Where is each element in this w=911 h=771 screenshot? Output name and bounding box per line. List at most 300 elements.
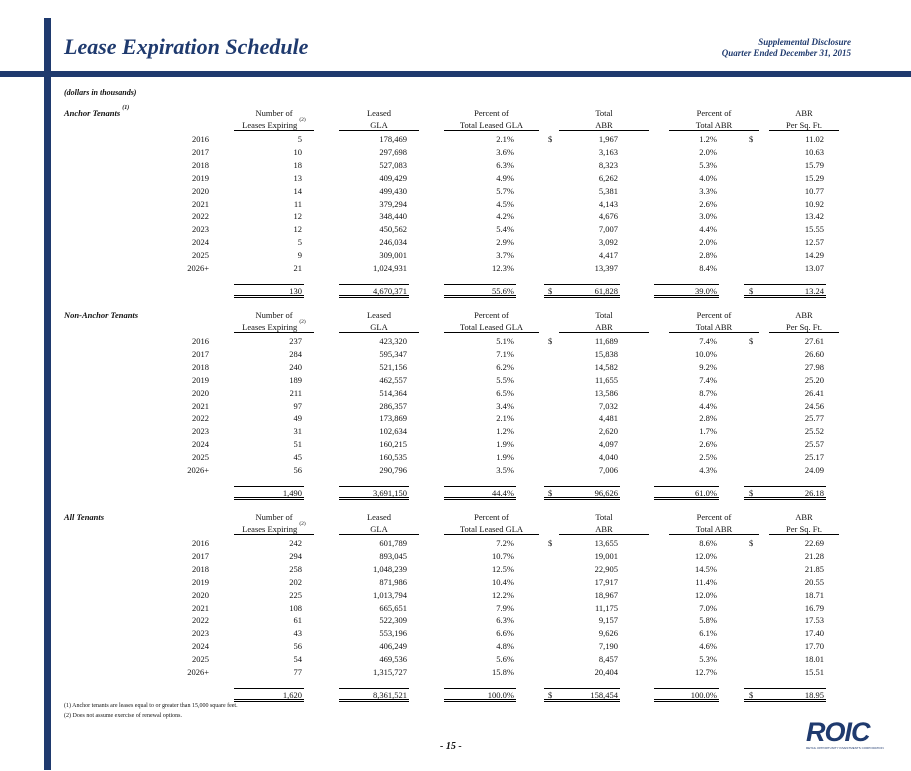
row-value: 61	[293, 615, 302, 626]
row-value: 10.92	[804, 198, 824, 209]
section-label-text: Anchor Tenants	[64, 108, 121, 118]
row-value: 13,655	[594, 538, 618, 548]
row-year: 2022	[192, 615, 209, 626]
column-header-top: ABR	[795, 310, 813, 320]
row-value: 21.85	[804, 563, 824, 574]
row-value: 13,586	[594, 387, 618, 398]
row-value: 5.8%	[699, 615, 717, 626]
row-year: 2022	[192, 211, 209, 222]
column-header-bottom-text: Total Leased GLA	[459, 524, 524, 534]
column-header-bottom-text: Total Leased GLA	[459, 120, 524, 130]
table-row	[64, 667, 844, 679]
row-year: 2018	[192, 159, 209, 170]
column-header-top: Number of	[255, 310, 293, 320]
column-header-bottom	[339, 524, 419, 535]
row-value: 1.9%	[496, 439, 514, 450]
table-row	[64, 211, 844, 223]
table-row	[64, 439, 844, 451]
row-value: 25.57	[804, 439, 824, 450]
column-header-top: Leased	[366, 108, 392, 118]
column-header-top: Total	[595, 108, 613, 118]
total-rule	[444, 486, 516, 487]
row-value: 1.7%	[699, 426, 717, 437]
row-value: 26.60	[804, 348, 824, 359]
total-rule	[544, 284, 620, 285]
section-label-text: Non-Anchor Tenants	[64, 310, 139, 320]
row-value: 211	[289, 387, 302, 398]
row-value: 514,364	[379, 387, 407, 398]
row-value: 108	[289, 602, 302, 613]
row-value: 2,620	[598, 426, 618, 437]
section-label	[64, 512, 104, 522]
column-header-bottom-text: Total ABR	[695, 120, 733, 130]
column-header-top: Number of	[255, 108, 293, 118]
column-header-bottom	[234, 319, 314, 333]
row-value: 6.1%	[699, 628, 717, 639]
row-value: 2.9%	[496, 237, 514, 248]
table-row	[64, 173, 844, 185]
row-value: 2.0%	[699, 237, 717, 248]
row-value: 43	[293, 628, 302, 639]
row-value: 5.1%	[496, 336, 514, 346]
roic-logo	[806, 717, 884, 756]
row-value: 4.3%	[699, 465, 717, 475]
supplemental-label: Supplemental Disclosure	[758, 37, 851, 47]
row-year: 2025	[192, 250, 209, 261]
total-value: 130	[289, 285, 302, 296]
row-value: 3.7%	[496, 250, 514, 261]
row-value: 4.0%	[699, 172, 717, 183]
row-year: 2017	[192, 146, 209, 157]
row-value: 24.09	[804, 465, 824, 475]
row-value: 3.5%	[496, 465, 514, 475]
row-value: 51	[293, 439, 302, 450]
row-value: 25.17	[804, 452, 824, 463]
column-header-bottom-text: Leases Expiring	[242, 120, 298, 130]
row-value: 16.79	[804, 602, 824, 613]
row-value: 24.56	[804, 400, 824, 411]
row-value: 469,536	[379, 654, 407, 665]
footnote-2: (2) Does not assume exercise of renewal options.	[64, 713, 182, 719]
column-header-bottom	[234, 521, 314, 535]
column-header-bottom	[669, 120, 759, 131]
row-value: 7.4%	[699, 374, 717, 385]
row-value: 12	[293, 211, 302, 222]
table-row	[64, 160, 844, 172]
table-row	[64, 349, 844, 361]
row-value: 56	[293, 641, 302, 652]
row-value: 22.69	[804, 538, 824, 548]
row-year: 2021	[192, 198, 209, 209]
row-value: 871,986	[379, 576, 407, 587]
row-value: 7.4%	[699, 336, 717, 346]
total-rule	[339, 284, 409, 285]
row-value: 5.5%	[496, 374, 514, 385]
column-header-bottom-text: Leases Expiring	[242, 524, 298, 534]
row-value: 15.51	[804, 667, 824, 677]
row-value: 2.8%	[699, 413, 717, 424]
row-value: 8.7%	[699, 387, 717, 398]
row-value: 4,676	[598, 211, 618, 222]
total-value: 100.0%	[487, 689, 514, 700]
total-value: 8,361,521	[373, 689, 407, 700]
row-value: 7.1%	[496, 348, 514, 359]
row-value: 12.5%	[492, 563, 514, 574]
row-year: 2016	[192, 134, 209, 144]
row-value: 10.7%	[492, 550, 514, 561]
row-value: 13.42	[804, 211, 824, 222]
row-value: 5.4%	[496, 224, 514, 235]
row-year: 2016	[192, 538, 209, 548]
row-year: 2016	[192, 336, 209, 346]
row-value: 3.3%	[699, 185, 717, 196]
row-value: 4,097	[598, 439, 618, 450]
row-year: 2020	[192, 589, 209, 600]
row-value: 258	[289, 563, 302, 574]
row-value: 409,429	[379, 172, 407, 183]
column-header-top: Percent of	[696, 310, 732, 320]
row-value: 9.2%	[699, 361, 717, 372]
table-row	[64, 199, 844, 211]
column-header-top: ABR	[795, 108, 813, 118]
column-header-top: Leased	[366, 512, 392, 522]
row-value: 2.8%	[699, 250, 717, 261]
row-value: 26.41	[804, 387, 824, 398]
column-header-top: Percent of	[696, 512, 732, 522]
row-value: 4.8%	[496, 641, 514, 652]
row-value: 2.1%	[496, 134, 514, 144]
total-rule	[744, 486, 826, 487]
dollar-sign: $	[548, 689, 553, 700]
total-rule	[339, 688, 409, 689]
column-header-bottom-text: Leases Expiring	[242, 322, 298, 332]
row-year: 2023	[192, 426, 209, 437]
row-value: 102,634	[379, 426, 407, 437]
row-value: 27.61	[804, 336, 824, 346]
row-value: 893,045	[379, 550, 407, 561]
row-value: 25.20	[804, 374, 824, 385]
column-header-bottom-text: Total Leased GLA	[459, 322, 524, 332]
total-value: 1,620	[282, 689, 302, 700]
total-value: 13.24	[804, 285, 824, 296]
column-header-footnote: (2)	[299, 319, 306, 325]
row-value: 12	[293, 224, 302, 235]
row-value: 5.3%	[699, 159, 717, 170]
row-value: 8.6%	[699, 538, 717, 548]
row-value: 12.3%	[492, 263, 514, 273]
total-rule	[234, 486, 304, 487]
column-header-top: Total	[595, 310, 613, 320]
footnote-1: (1) Anchor tenants are leases equal to or greater than 15,000 square feet.	[64, 703, 238, 709]
row-value: 14,582	[594, 361, 618, 372]
row-value: 49	[293, 413, 302, 424]
total-value: 61,828	[594, 285, 618, 296]
total-value: 18.95	[804, 689, 824, 700]
row-value: 286,357	[379, 400, 407, 411]
table-row	[64, 641, 844, 653]
row-value: 45	[293, 452, 302, 463]
total-rule	[654, 284, 719, 285]
section-label	[64, 105, 130, 118]
logo-text: ROIC	[806, 717, 870, 747]
header-rule	[0, 71, 911, 77]
table-row	[64, 336, 844, 348]
row-value: 2.1%	[496, 413, 514, 424]
column-header-bottom-text: ABR	[595, 322, 613, 332]
row-year: 2022	[192, 413, 209, 424]
row-value: 27.98	[804, 361, 824, 372]
table-row	[64, 388, 844, 400]
column-header-top: ABR	[795, 512, 813, 522]
row-value: 462,557	[379, 374, 407, 385]
row-value: 6.3%	[496, 159, 514, 170]
row-value: 3,163	[598, 146, 618, 157]
total-value: 44.4%	[492, 487, 514, 498]
dollar-sign: $	[749, 336, 754, 346]
row-year: 2023	[192, 628, 209, 639]
row-value: 406,249	[379, 641, 407, 652]
row-year: 2026+	[187, 263, 209, 273]
table-row	[64, 628, 844, 640]
table-row	[64, 224, 844, 236]
row-value: 11.4%	[695, 576, 717, 587]
dollar-sign: $	[749, 134, 754, 144]
table-row	[64, 577, 844, 589]
dollar-sign: $	[548, 134, 553, 144]
row-value: 5,381	[598, 185, 618, 196]
total-value: 158,454	[590, 689, 618, 700]
column-header-bottom	[444, 120, 539, 131]
row-value: 15.79	[804, 159, 824, 170]
total-value: 61.0%	[695, 487, 717, 498]
row-value: 17.70	[804, 641, 824, 652]
row-value: 15,838	[594, 348, 618, 359]
row-year: 2021	[192, 602, 209, 613]
row-value: 5	[297, 134, 302, 144]
row-value: 9	[297, 250, 302, 261]
table-row	[64, 375, 844, 387]
total-value: 26.18	[804, 487, 824, 498]
row-value: 189	[289, 374, 302, 385]
row-value: 4,417	[598, 250, 618, 261]
lease-section	[64, 512, 844, 707]
row-value: 14.5%	[695, 563, 717, 574]
row-value: 595,347	[379, 348, 407, 359]
row-value: 423,320	[379, 336, 407, 346]
row-value: 12.57	[804, 237, 824, 248]
column-header-bottom	[669, 322, 759, 333]
total-rule	[744, 688, 826, 689]
table-row	[64, 615, 844, 627]
column-header-bottom-text: Per Sq. Ft.	[786, 524, 822, 534]
row-value: 242	[289, 538, 302, 548]
row-value: 240	[289, 361, 302, 372]
column-header-top: Percent of	[474, 512, 509, 522]
row-value: 2.6%	[699, 439, 717, 450]
row-year: 2019	[192, 172, 209, 183]
column-header-bottom	[234, 117, 314, 131]
row-value: 18	[293, 159, 302, 170]
total-rule	[654, 486, 719, 487]
total-value: 1,490	[282, 487, 302, 498]
row-value: 1,048,239	[373, 563, 407, 574]
page-number: - 15 -	[440, 741, 462, 752]
row-value: 11,689	[594, 336, 618, 346]
dollar-sign: $	[749, 689, 754, 700]
row-value: 3.4%	[496, 400, 514, 411]
row-value: 21.28	[804, 550, 824, 561]
row-value: 4,143	[598, 198, 618, 209]
column-header-bottom-text: GLA	[370, 524, 388, 534]
table-row	[64, 186, 844, 198]
dollar-sign: $	[548, 487, 553, 498]
total-row	[64, 690, 844, 702]
row-value: 6.5%	[496, 387, 514, 398]
row-value: 19,001	[594, 550, 618, 561]
row-value: 17.40	[804, 628, 824, 639]
row-value: 284	[289, 348, 302, 359]
row-value: 54	[293, 654, 302, 665]
row-value: 450,562	[379, 224, 407, 235]
row-value: 7.0%	[699, 602, 717, 613]
column-header-bottom	[444, 322, 539, 333]
row-value: 4.4%	[699, 224, 717, 235]
column-header-bottom-text: ABR	[595, 524, 613, 534]
row-value: 309,001	[379, 250, 407, 261]
units-note: (dollars in thousands)	[64, 88, 137, 97]
row-value: 15.55	[804, 224, 824, 235]
total-rule	[234, 284, 304, 285]
column-header-top: Leased	[366, 310, 392, 320]
row-value: 7,190	[598, 641, 618, 652]
column-header-footnote: (2)	[299, 117, 306, 123]
row-value: 7.9%	[496, 602, 514, 613]
column-header-bottom	[559, 322, 649, 333]
dollar-sign: $	[548, 285, 553, 296]
table-row	[64, 401, 844, 413]
row-year: 2026+	[187, 667, 209, 677]
row-value: 4.5%	[496, 198, 514, 209]
row-year: 2025	[192, 452, 209, 463]
row-value: 22,905	[594, 563, 618, 574]
row-value: 12.7%	[695, 667, 717, 677]
column-header-top: Percent of	[474, 108, 509, 118]
column-header-bottom-text: Total ABR	[695, 322, 733, 332]
row-value: 527,083	[379, 159, 407, 170]
row-value: 13,397	[594, 263, 618, 273]
table-row	[64, 465, 844, 477]
table-row	[64, 362, 844, 374]
column-header-footnote: (2)	[299, 521, 306, 527]
row-value: 499,430	[379, 185, 407, 196]
row-value: 521,156	[379, 361, 407, 372]
row-value: 2.6%	[699, 198, 717, 209]
row-year: 2020	[192, 185, 209, 196]
row-value: 4.6%	[699, 641, 717, 652]
row-value: 294	[289, 550, 302, 561]
total-rule	[744, 284, 826, 285]
row-year: 2018	[192, 563, 209, 574]
column-header-bottom-text: Total ABR	[695, 524, 733, 534]
row-value: 160,215	[379, 439, 407, 450]
column-header-top: Number of	[255, 512, 293, 522]
total-row	[64, 488, 844, 500]
row-value: 2.5%	[699, 452, 717, 463]
row-value: 5.7%	[496, 185, 514, 196]
column-header-bottom	[769, 524, 839, 535]
dollar-sign: $	[548, 336, 553, 346]
row-value: 4.4%	[699, 400, 717, 411]
column-header-bottom-text: Per Sq. Ft.	[786, 322, 822, 332]
row-year: 2019	[192, 576, 209, 587]
page-title: Lease Expiration Schedule	[64, 34, 309, 59]
total-value: 55.6%	[492, 285, 514, 296]
total-value: 100.0%	[690, 689, 717, 700]
row-value: 5	[297, 237, 302, 248]
row-value: 10.63	[804, 146, 824, 157]
row-value: 10.77	[804, 185, 824, 196]
row-value: 1,967	[598, 134, 618, 144]
row-value: 379,294	[379, 198, 407, 209]
row-year: 2021	[192, 400, 209, 411]
table-row	[64, 551, 844, 563]
row-value: 13	[293, 172, 302, 183]
row-value: 5.3%	[699, 654, 717, 665]
row-value: 1.2%	[496, 426, 514, 437]
row-value: 11,175	[594, 602, 618, 613]
row-year: 2019	[192, 374, 209, 385]
row-year: 2026+	[187, 465, 209, 475]
row-value: 160,535	[379, 452, 407, 463]
table-row	[64, 250, 844, 262]
row-value: 11,655	[594, 374, 618, 385]
dollar-sign: $	[749, 285, 754, 296]
column-header-bottom	[769, 322, 839, 333]
table-row	[64, 654, 844, 666]
row-value: 7,007	[598, 224, 618, 235]
column-header-bottom	[444, 524, 539, 535]
table-row	[64, 413, 844, 425]
row-value: 4,481	[598, 413, 618, 424]
column-header-bottom	[769, 120, 839, 131]
row-value: 348,440	[379, 211, 407, 222]
total-rule	[339, 486, 409, 487]
total-rule	[444, 284, 516, 285]
total-rule	[444, 688, 516, 689]
table-row	[64, 426, 844, 438]
row-year: 2017	[192, 550, 209, 561]
table-row	[64, 237, 844, 249]
total-rule	[544, 688, 620, 689]
row-value: 12.2%	[492, 589, 514, 600]
row-value: 8.4%	[699, 263, 717, 273]
row-value: 17,917	[594, 576, 618, 587]
row-value: 10.4%	[492, 576, 514, 587]
row-value: 7,032	[598, 400, 618, 411]
row-value: 225	[289, 589, 302, 600]
row-value: 14.29	[804, 250, 824, 261]
row-value: 25.52	[804, 426, 824, 437]
row-value: 56	[293, 465, 302, 475]
table-row	[64, 147, 844, 159]
row-value: 8,457	[598, 654, 618, 665]
column-header-bottom	[339, 322, 419, 333]
row-value: 1.2%	[699, 134, 717, 144]
column-header-bottom-text: GLA	[370, 120, 388, 130]
row-value: 97	[293, 400, 302, 411]
row-value: 6,262	[598, 172, 618, 183]
row-value: 178,469	[379, 134, 407, 144]
